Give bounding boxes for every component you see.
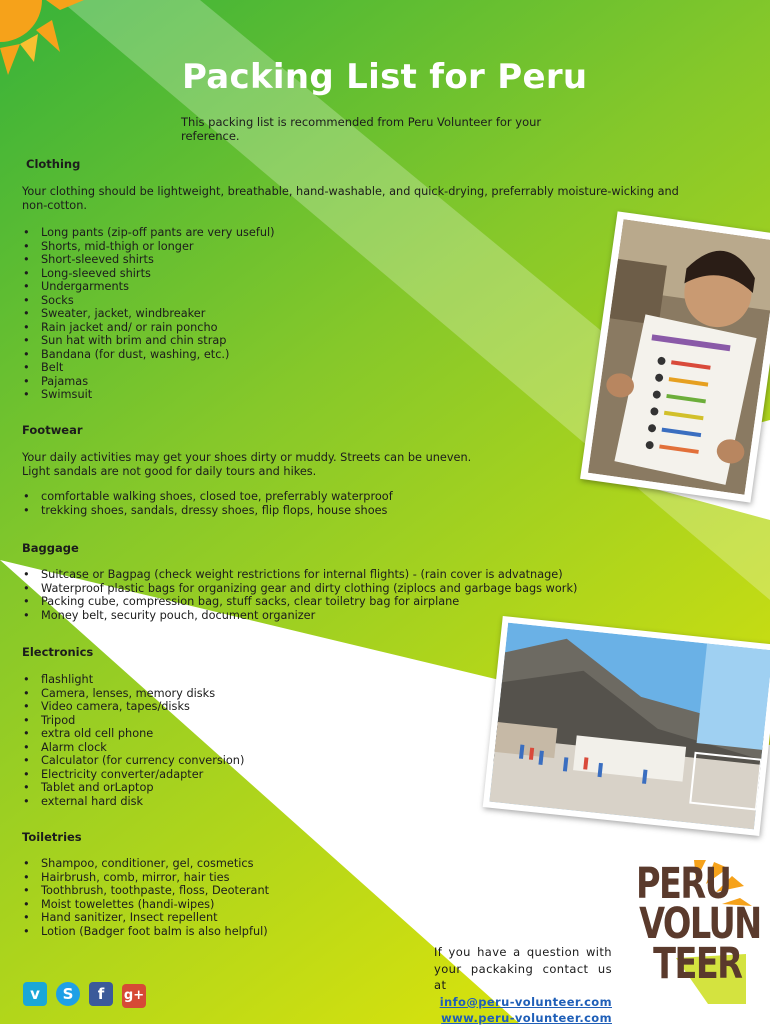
intro-text: This packing list is recommended from Peru Volunteer for your reference. — [181, 115, 542, 143]
peru-volunteer-logo — [636, 858, 761, 1006]
list-item: • Socks — [22, 294, 275, 308]
list-item: • Long-sleeved shirts — [22, 267, 275, 281]
contact-block — [434, 944, 612, 1027]
photo-schoolyard — [483, 616, 770, 836]
baggage-list — [22, 568, 577, 622]
list-item: • Short-sleeved shirts — [22, 253, 275, 267]
list-item: • extra old cell phone — [22, 727, 244, 741]
list-item: • Money belt, security pouch, document organizer — [22, 609, 577, 623]
contact-text: If you have a question with your packaking contact us at — [434, 945, 612, 992]
list-item: • Rain jacket and/ or rain poncho — [22, 321, 275, 335]
list-item: • Undergarments — [22, 280, 275, 294]
skype-icon[interactable]: S — [56, 982, 80, 1006]
list-item: • Pajamas — [22, 375, 275, 389]
logo-line-volun: VOLUN — [639, 899, 761, 949]
list-item: • Calculator (for currency conversion) — [22, 754, 244, 768]
list-item: • Lotion (Badger foot balm is also helpful) — [22, 925, 269, 939]
toiletries-list — [22, 857, 269, 938]
footwear-list — [22, 490, 393, 517]
list-item: • Hairbrush, comb, mirror, hair ties — [22, 871, 269, 885]
facebook-icon[interactable]: f — [89, 982, 113, 1006]
vimeo-icon[interactable]: v — [23, 982, 47, 1006]
list-item: • Hand sanitizer, Insect repellent — [22, 911, 269, 925]
baggage-heading: Baggage — [22, 541, 79, 555]
social-bar — [23, 982, 155, 1008]
logo-line-teer: TEER — [653, 939, 742, 989]
list-item: • Waterproof plastic bags for organizing gear and dirty clothing (ziplocs and garbage bags work) — [22, 582, 577, 596]
website-link[interactable]: www.peru-volunteer.com — [441, 1011, 612, 1025]
list-item: • Alarm clock — [22, 741, 244, 755]
list-item: • Video camera, tapes/disks — [22, 700, 244, 714]
list-item: • Packing cube, compression bag, stuff sacks, clear toiletry bag for airplane — [22, 595, 577, 609]
list-item: • trekking shoes, sandals, dressy shoes, flip flops, house shoes — [22, 504, 393, 518]
list-item: • external hard disk — [22, 795, 244, 809]
list-item: • Swimsuit — [22, 388, 275, 402]
list-item: • Bandana (for dust, washing, etc.) — [22, 348, 275, 362]
list-item: • Camera, lenses, memory disks — [22, 687, 244, 701]
google-plus-icon[interactable]: g+ — [122, 984, 146, 1008]
list-item: • Moist towelettes (handi-wipes) — [22, 898, 269, 912]
toiletries-heading: Toiletries — [22, 830, 82, 844]
electronics-heading: Electronics — [22, 645, 94, 659]
clothing-text: Your clothing should be lightweight, breathable, hand-washable, and quick-drying, preferrably moisture-wicking and non-cotton. — [22, 185, 679, 212]
clothing-heading: Clothing — [26, 157, 81, 171]
logo-line-peru: PERU — [636, 859, 731, 909]
list-item: • Shampoo, conditioner, gel, cosmetics — [22, 857, 269, 871]
list-item: • Long pants (zip-off pants are very useful) — [22, 226, 275, 240]
list-item: • Sun hat with brim and chin strap — [22, 334, 275, 348]
list-item: • Tripod — [22, 714, 244, 728]
list-item: • Tablet and orLaptop — [22, 781, 244, 795]
list-item: • comfortable walking shoes, closed toe, preferrably waterproof — [22, 490, 393, 504]
list-item: • Sweater, jacket, windbreaker — [22, 307, 275, 321]
list-item: • Belt — [22, 361, 275, 375]
electronics-list — [22, 673, 244, 808]
email-link[interactable]: info@peru-volunteer.com — [439, 994, 612, 1009]
page-title: Packing List for Peru — [182, 57, 588, 97]
footwear-text: Your daily activities may get your shoes dirty or muddy. Streets can be uneven. Light sandals are not good for daily tours and hikes. — [22, 451, 472, 478]
clothing-list — [22, 226, 275, 402]
list-item: • Toothbrush, toothpaste, floss, Deoterant — [22, 884, 269, 898]
footwear-heading: Footwear — [22, 423, 83, 437]
list-item: • Electricity converter/adapter — [22, 768, 244, 782]
list-item: • flashlight — [22, 673, 244, 687]
list-item: • Suitcase or Bagpag (check weight restrictions for internal flights) - (rain cover is advatnage) — [22, 568, 577, 582]
list-item: • Shorts, mid-thigh or longer — [22, 240, 275, 254]
